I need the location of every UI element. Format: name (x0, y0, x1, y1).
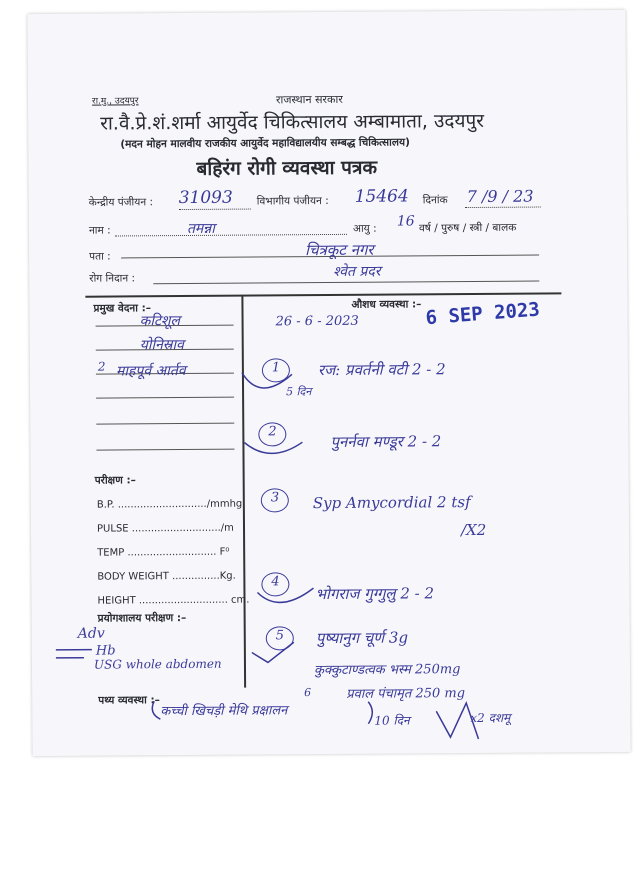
exam-temp: TEMP ............................ F⁰ (97, 546, 230, 559)
diagnosis-label: रोग निदान : (89, 272, 136, 285)
treatment-note: 5 दिन (286, 385, 312, 399)
date-label: दिनांक (422, 194, 448, 207)
treatment-label: औशध व्यवस्था :– (351, 298, 422, 311)
treatment-note: /X2 (460, 520, 487, 540)
exam-height: HEIGHT ............................ cm. (97, 594, 250, 607)
item-number: 2 (268, 424, 277, 440)
treatment-date-note: 26 - 6 - 2023 (275, 313, 359, 330)
item-number: 4 (271, 574, 280, 590)
age-suffix: वर्ष / पुरुष / स्त्री / बालक (418, 221, 517, 235)
exam-bp: B.P. ............................/mmhg (96, 498, 243, 511)
address-value: चित्रकूट नगर (305, 240, 374, 260)
diet-duration: 10 दिन (374, 713, 410, 728)
lab-item: Hb (95, 643, 116, 659)
treatment-item: Syp Amycordial 2 tsf (312, 493, 471, 513)
exam-pulse: PULSE ............................/m (96, 522, 234, 535)
date-stamp: 6 SEP 2023 (424, 298, 541, 330)
name-label: नाम : (88, 224, 111, 237)
central-reg-label: केन्द्रीय पंजीयन : (88, 196, 154, 209)
central-reg-value: 31093 (178, 187, 233, 209)
bracket-mark (368, 702, 372, 724)
affiliation: (मदन मोहन मालवीय राजकीय आयुर्वेद महाविद्यालयीय सम्बद्ध चिकित्सालय) (120, 136, 410, 151)
corner-label: रा.मु., उदयपुर (91, 96, 139, 107)
diet-value: कच्ची खिचड़ी मेथि प्रक्षालन (160, 703, 288, 720)
check-mark (244, 442, 302, 453)
complaint-item: कटिशूल (139, 313, 181, 330)
govt-heading: राजस्थान सरकार (275, 92, 343, 107)
check-mark (257, 588, 313, 602)
exam-weight: BODY WEIGHT ...............Kg. (97, 570, 236, 583)
treatment-tail-note: x2 दशमू (470, 710, 511, 726)
treatment-item: पुनर्नवा मण्डूर 2 - 2 (330, 432, 442, 451)
complaint-item: माहपूर्व आर्तव (115, 363, 186, 380)
date-value: 7 /9 / 23 (466, 186, 534, 207)
bracket-mark (152, 701, 160, 719)
treatment-item: पुष्यानुग चूर्ण 3g (315, 628, 409, 648)
treatment-sub-prefix: 6 (304, 686, 312, 700)
check-mark (242, 372, 292, 388)
age-value: 16 (396, 213, 415, 230)
complaint-item: योनिस्राव (139, 337, 184, 354)
lab-item: Adv (77, 625, 105, 642)
hospital-name: रा.वै.प्रे.शं.शर्मा आयुर्वेद चिकित्सालय अम्बामाता, उदयपुर (100, 109, 485, 135)
complaint-prefix: 2 (97, 359, 106, 374)
diagnosis-value: श्वेत प्रदर (333, 263, 381, 280)
signature-mark (436, 703, 478, 739)
lab-label: प्रयोगशालय परीक्षण :– (97, 612, 187, 625)
diet-label: पथ्य व्यवस्था :– (98, 694, 160, 707)
name-value: तमन्ना (186, 220, 215, 237)
dept-reg-label: विभागीय पंजीयन : (256, 194, 329, 208)
complaints-label: प्रमुख वेदना :– (93, 302, 152, 315)
treatment-sub-item: कुक्कुटाण्डत्वक भस्म 250mg (313, 662, 461, 679)
age-label: आयु : (352, 222, 377, 235)
treatment-sub-item: प्रवाल पंचामृत 250 mg (346, 686, 466, 702)
item-number: 5 (275, 628, 285, 644)
address-label: पता : (89, 250, 111, 263)
form-title: बहिरंग रोगी व्यवस्था पत्रक (196, 156, 378, 180)
check-mark (252, 642, 294, 662)
item-number: 1 (271, 360, 281, 376)
treatment-item: भोगराज गुग्गुलु 2 - 2 (315, 584, 435, 604)
lab-item: USG whole abdomen (93, 656, 222, 672)
dept-reg-value: 15464 (354, 186, 409, 207)
treatment-item: रज: प्रवर्तनी वटी 2 - 2 (317, 360, 446, 380)
pen-marks (27, 10, 630, 756)
exam-label: परीक्षण :– (94, 474, 136, 487)
opd-form-sheet (27, 10, 630, 756)
item-number: 3 (270, 490, 280, 506)
